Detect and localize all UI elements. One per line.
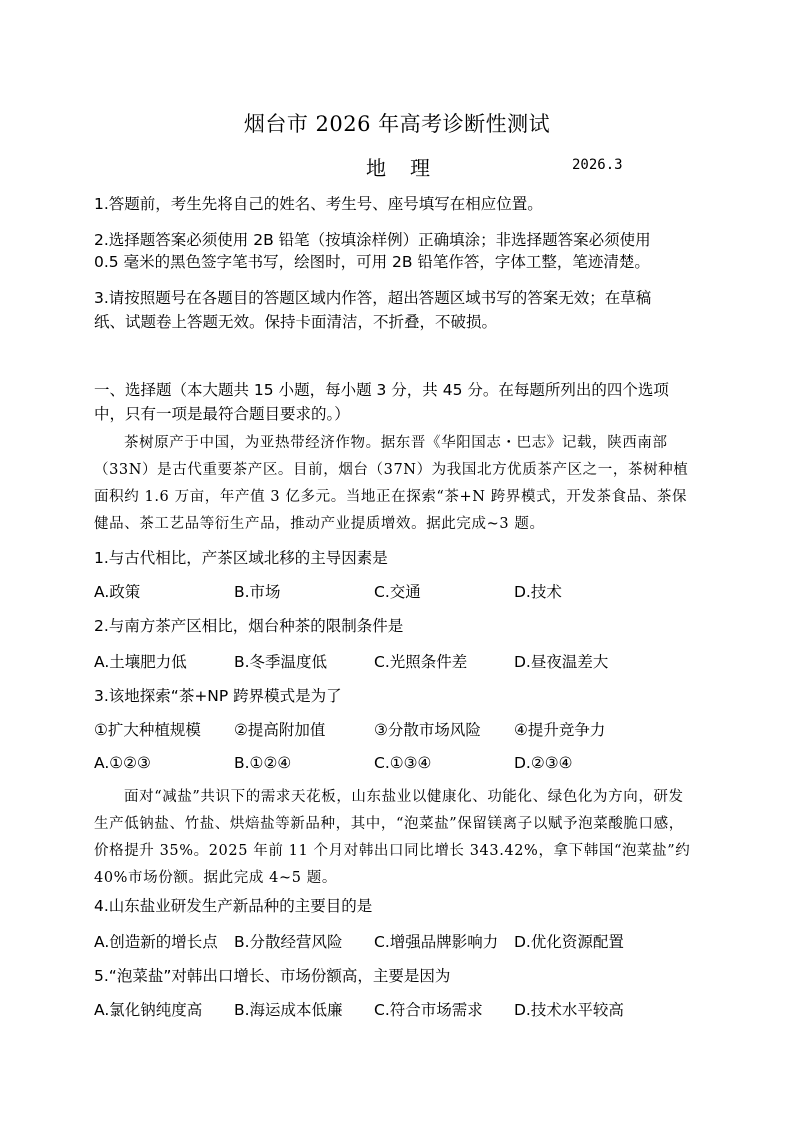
answer-option: C.增强品牌影响力: [374, 933, 499, 951]
answer-option: D.技术水平较高: [514, 1001, 624, 1019]
answer-option: B.①②④: [234, 754, 292, 772]
answer-option: D.昼夜温差大: [514, 653, 609, 671]
question-stem: 4.山东盐业研发生产新品种的主要目的是: [94, 897, 373, 915]
answer-option: A.创造新的增长点: [94, 933, 218, 951]
answer-option: D.技术: [514, 583, 562, 601]
answer-option: C.光照条件差: [374, 653, 468, 671]
answer-option: B.分散经营风险: [234, 933, 343, 951]
statement-item: ③分散市场风险: [374, 721, 481, 739]
question-stem: 2.与南方茶产区相比，烟台种茶的限制条件是: [94, 617, 404, 635]
question-stem: 5.“泡菜盐”对韩出口增长、市场份额高，主要是因为: [94, 967, 451, 985]
answer-option: C.①③④: [374, 754, 432, 772]
exam-title: 烟台市 2026 年高考诊断性测试: [243, 112, 551, 136]
answer-option: C.符合市场需求: [374, 1001, 483, 1019]
answer-option: D.优化资源配置: [514, 933, 624, 951]
section-heading: 中，只有一项是最符合题目要求的。）: [94, 405, 350, 423]
answer-option: C.交通: [374, 583, 421, 601]
reading-passage: 茶树原产于中国，为亚热带经济作物。据东晋《华阳国志・巴志》记载，陕西南部（33N）是古代重要茶产区。目前，烟台（37N）为我国北方优质茶产区之一，茶树种植面积约 1.6 万亩，年产值 3 亿多元。当地正在探索“茶+N 跨界模式，开发茶食品、茶保健品、茶工艺品等衍生产品，推动产业提质增效。据此完成~3 题。: [94, 435, 689, 532]
answer-option: A.氯化钠纯度高: [94, 1001, 203, 1019]
answer-option: A.土壤肥力低: [94, 653, 187, 671]
answer-option: B.冬季温度低: [234, 653, 328, 671]
answer-option: A.政策: [94, 583, 141, 601]
statement-item: ②提高附加值: [234, 721, 326, 739]
instruction-line: 1.答题前，考生先将自己的姓名、考生号、座号填写在相应位置。: [94, 195, 543, 213]
answer-option: B.市场: [234, 583, 281, 601]
answer-option: B.海运成本低廉: [234, 1001, 343, 1019]
exam-date: 2026.3: [572, 157, 623, 173]
statement-item: ④提升竞争力: [514, 721, 606, 739]
subject-label: 地理: [366, 156, 454, 180]
instruction-line: 3.请按照题号在各题目的答题区域内作答，超出答题区域书写的答案无效；在草稿: [94, 289, 652, 307]
statement-item: ①扩大种植规模: [94, 721, 201, 739]
answer-option: D.②③④: [514, 754, 573, 772]
instruction-line: 0.5 毫米的黑色签字笔书写，绘图时，可用 2B 铅笔作答，字体工整，笔迹清楚。: [94, 253, 650, 271]
answer-option: A.①②③: [94, 754, 151, 772]
instruction-line: 纸、试题卷上答题无效。保持卡面清洁，不折叠，不破损。: [94, 313, 498, 331]
instruction-line: 2.选择题答案必须使用 2B 铅笔（按填涂样例）正确填涂；非选择题答案必须使用: [94, 231, 651, 249]
question-stem: 3.该地探索“茶+NP 跨界模式是为了: [94, 687, 342, 705]
section-heading: 一、选择题（本大题共 15 小题，每小题 3 分，共 45 分。在每题所列出的四个选项: [94, 381, 669, 399]
question-stem: 1.与古代相比，产茶区域北移的主导因素是: [94, 549, 388, 567]
reading-passage: 面对“减盐”共识下的需求天花板，山东盐业以健康化、功能化、绿色化为方向，研发生产低钠盐、竹盐、烘焙盐等新品种，其中，“泡菜盐”保留镁离子以赋予泡菜酸脆口感，价格提升 35%。2025 年前 11 个月对韩出口同比增长 343.42%，拿下韩国“泡菜盐”约 40%市场份额。据此完成 4~5 题。: [94, 789, 691, 886]
